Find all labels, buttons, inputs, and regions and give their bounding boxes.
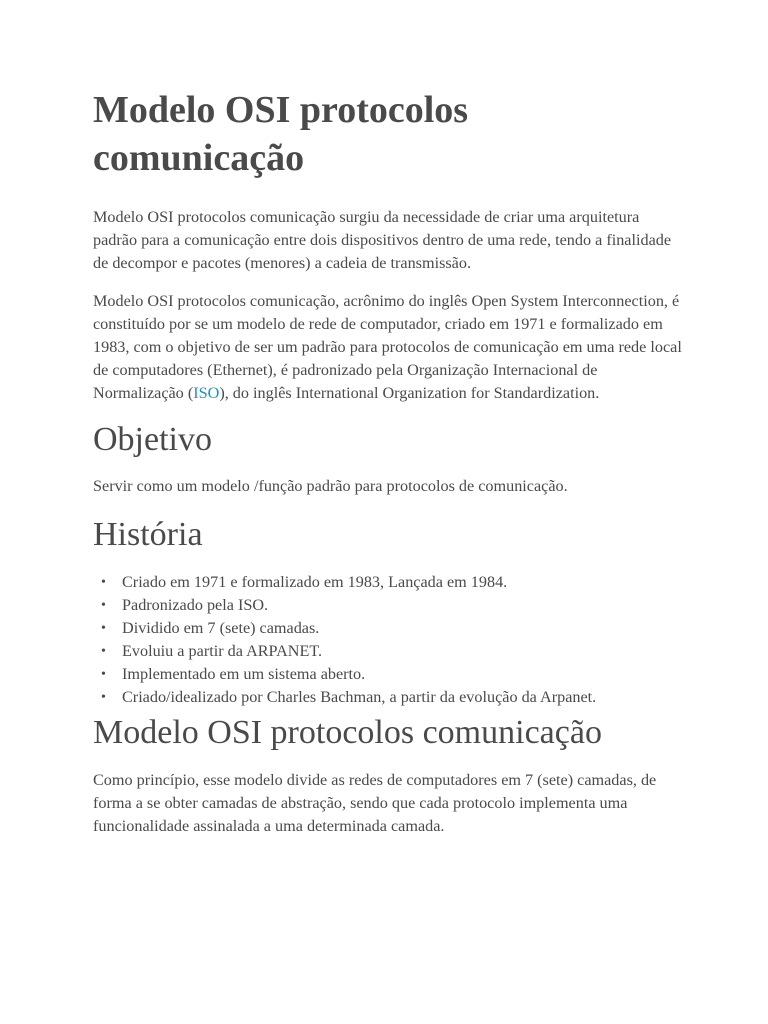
- objetivo-heading: Objetivo: [93, 421, 212, 458]
- list-item-text: Evoluiu a partir da ARPANET.: [122, 642, 323, 660]
- list-item: [93, 571, 683, 594]
- bullet-icon: •: [101, 667, 106, 682]
- list-item-text: Padronizado pela ISO.: [122, 596, 269, 614]
- bullet-icon: •: [101, 690, 106, 705]
- list-item: [93, 686, 683, 709]
- list-item: [93, 617, 683, 640]
- historia-list: [93, 571, 683, 709]
- bullet-icon: •: [101, 644, 106, 659]
- page-title: [93, 86, 683, 182]
- list-item: [93, 663, 683, 686]
- intro-paragraph-2-text-after: ), do inglês International Organization for Standardization.: [219, 384, 600, 402]
- page-title-line-2: comunicação: [93, 137, 305, 179]
- list-item-text: Dividido em 7 (sete) camadas.: [122, 619, 320, 637]
- intro-paragraph-2: [93, 290, 683, 405]
- historia-heading: História: [93, 516, 203, 553]
- list-item: [93, 594, 683, 617]
- intro-paragraph-2-text-before: Modelo OSI protocolos comunicação, acrônimo do inglês Open System Interconnection, é constituído por se um modelo de rede de computador, criado em 1971 e formalizado em 1983, com o objetivo de ser um padrão para protocolos de comunicação em uma rede local de computadores (Ethernet), é padronizado pela Organização Internacional de Normalização (: [93, 292, 682, 402]
- bullet-icon: •: [101, 598, 106, 613]
- article: [93, 86, 683, 853]
- intro-paragraph-1: Modelo OSI protocolos comunicação surgiu da necessidade de criar uma arquitetura padrão para a comunicação entre dois dispositivos dentro de uma rede, tendo a finalidade de decompor e pacotes (menores) a cadeia de transmissão.: [93, 208, 672, 272]
- iso-link[interactable]: ISO: [193, 384, 220, 402]
- list-item-text: Criado em 1971 e formalizado em 1983, Lançada em 1984.: [122, 573, 508, 591]
- bullet-icon: •: [101, 575, 106, 590]
- list-item-text: Implementado em um sistema aberto.: [122, 665, 366, 683]
- modelo-osi-text: Como princípio, esse modelo divide as redes de computadores em 7 (sete) camadas, de forma a se obter camadas de abstração, sendo que cada protocolo implementa uma funcionalidade assinalada a uma determinada camada.: [93, 771, 657, 835]
- list-item-text: Criado/idealizado por Charles Bachman, a partir da evolução da Arpanet.: [122, 688, 597, 706]
- bullet-icon: •: [101, 621, 106, 636]
- list-item: [93, 640, 683, 663]
- page-title-line-1: Modelo OSI protocolos: [93, 89, 469, 131]
- modelo-osi-heading: Modelo OSI protocolos comunicação: [93, 714, 602, 751]
- objetivo-text: Servir como um modelo /função padrão para protocolos de comunicação.: [93, 477, 568, 495]
